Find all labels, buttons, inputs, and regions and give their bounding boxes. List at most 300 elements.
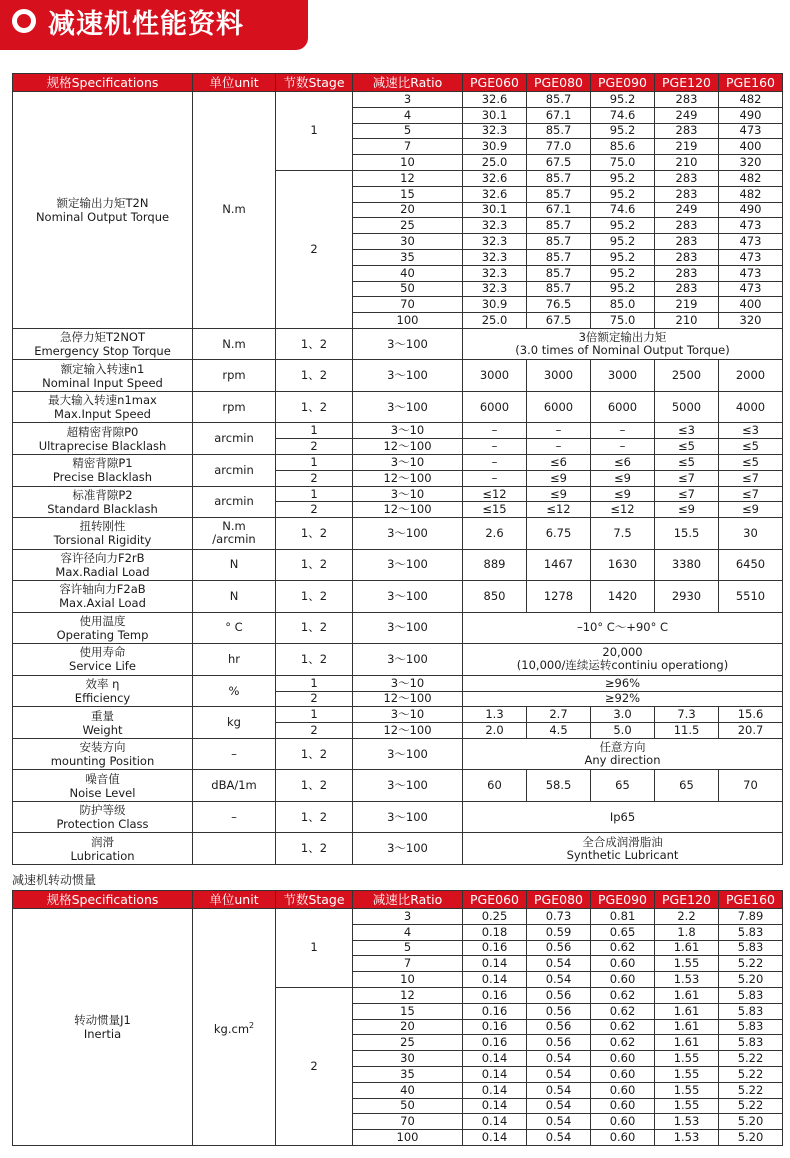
value-cell: 5000	[655, 391, 719, 423]
value-cell: 473	[719, 234, 783, 250]
value-cell: ≤12	[463, 486, 527, 502]
row-label	[13, 518, 193, 550]
value-cell: 32.6	[463, 186, 527, 202]
ratio-cell: 25	[353, 1035, 463, 1051]
value-cell: ≤7	[655, 470, 719, 486]
ratio-cell: 3～10	[353, 486, 463, 502]
table-row	[13, 801, 783, 833]
value-cell: ≤5	[655, 439, 719, 455]
row-label-cn: 容许轴向力F2aB	[59, 582, 146, 597]
value-cell: 0.62	[591, 987, 655, 1003]
value-cell: ≤5	[719, 455, 783, 471]
value-cell: ≤9	[719, 502, 783, 518]
value-cell: 1.53	[655, 972, 719, 988]
value-cell: 283	[655, 218, 719, 234]
value-cell: 2.0	[463, 723, 527, 739]
value-cell: 0.60	[591, 1098, 655, 1114]
ratio-cell: 100	[353, 1130, 463, 1146]
stage-cell: 1、2	[276, 738, 353, 770]
value-cell: 283	[655, 281, 719, 297]
value-cell: 0.73	[527, 909, 591, 925]
table-row	[13, 92, 783, 108]
value-cell: 0.62	[591, 1003, 655, 1019]
row-label	[13, 909, 193, 1146]
row-label	[13, 549, 193, 581]
value-cell: 219	[655, 139, 719, 155]
value-cell: 85.7	[527, 170, 591, 186]
value-cell: ≤3	[719, 423, 783, 439]
header-model: PGE060	[463, 891, 527, 909]
ratio-cell: 20	[353, 1019, 463, 1035]
value-cell: 3000	[463, 360, 527, 392]
value-cell: 7.3	[655, 707, 719, 723]
value-cell: 0.25	[463, 909, 527, 925]
value-cell: 1420	[591, 581, 655, 613]
value-cell: 5.22	[719, 956, 783, 972]
stage-cell: 1	[276, 486, 353, 502]
table-row	[13, 612, 783, 644]
stage-cell: 1、2	[276, 328, 353, 360]
header-model: PGE120	[655, 891, 719, 909]
value-cell: 3380	[655, 549, 719, 581]
value-cell: 283	[655, 170, 719, 186]
row-label	[13, 801, 193, 833]
row-label-en: Weight	[82, 722, 123, 737]
value-cell: 32.3	[463, 265, 527, 281]
row-label	[13, 738, 193, 770]
value-cell: 482	[719, 186, 783, 202]
value-cell: 0.14	[463, 972, 527, 988]
stage-cell: 2	[276, 723, 353, 739]
value-cell: 85.6	[591, 139, 655, 155]
value-cell: 5.22	[719, 1098, 783, 1114]
value-cell: 0.56	[527, 1035, 591, 1051]
ratio-cell: 3～100	[353, 518, 463, 550]
value-cell: 0.54	[527, 1051, 591, 1067]
value-cell: 400	[719, 139, 783, 155]
row-label-cn: 噪音值	[85, 771, 120, 786]
stage-cell: 1	[276, 455, 353, 471]
row-unit: N.m /arcmin	[193, 518, 276, 550]
row-unit: rpm	[193, 360, 276, 392]
value-cell: 283	[655, 92, 719, 108]
span-value-cell: ≥96%	[463, 675, 783, 691]
value-cell: 2000	[719, 360, 783, 392]
row-unit: ° C	[193, 612, 276, 644]
value-cell: 65	[655, 770, 719, 802]
row-label-en: Service Life	[69, 659, 136, 674]
row-label	[13, 675, 193, 707]
ratio-cell: 12～100	[353, 439, 463, 455]
ratio-cell: 3～100	[353, 801, 463, 833]
value-cell: 85.7	[527, 186, 591, 202]
section-banner	[0, 0, 308, 50]
ratio-cell: 3～100	[353, 328, 463, 360]
row-label	[13, 581, 193, 613]
value-cell: 473	[719, 249, 783, 265]
stage-cell: 1	[276, 909, 353, 988]
value-cell: 490	[719, 202, 783, 218]
stage-cell: 2	[276, 691, 353, 707]
unit-text: kg.cm	[213, 1021, 250, 1036]
value-cell: 0.56	[527, 1019, 591, 1035]
ratio-cell: 35	[353, 1066, 463, 1082]
value-cell: 490	[719, 107, 783, 123]
value-cell: 30	[719, 518, 783, 550]
value-cell: 0.62	[591, 1035, 655, 1051]
value-cell: 1278	[527, 581, 591, 613]
value-cell: 1.3	[463, 707, 527, 723]
inertia-table-header	[13, 891, 783, 909]
value-cell: 0.16	[463, 987, 527, 1003]
stage-cell: 2	[276, 987, 353, 1145]
header-stage: 节数Stage	[276, 891, 353, 909]
row-label-cn: 最大输入转速n1max	[48, 393, 157, 408]
value-cell: 75.0	[591, 313, 655, 329]
value-cell: 2.7	[527, 707, 591, 723]
stage-cell: 1、2	[276, 612, 353, 644]
value-cell: 0.54	[527, 972, 591, 988]
ratio-cell: 3～100	[353, 644, 463, 676]
value-cell: 30.9	[463, 139, 527, 155]
value-cell: 0.54	[527, 1114, 591, 1130]
ratio-cell: 50	[353, 1098, 463, 1114]
value-cell: 85.7	[527, 281, 591, 297]
value-cell: 283	[655, 234, 719, 250]
value-cell: 70	[719, 770, 783, 802]
value-cell: 0.81	[591, 909, 655, 925]
ratio-cell: 12～100	[353, 723, 463, 739]
row-label-en: mounting Position	[50, 754, 155, 769]
span-value-cell: Ip65	[463, 801, 783, 833]
table-row	[13, 549, 783, 581]
row-unit: dBA/1m	[193, 770, 276, 802]
stage-cell: 1、2	[276, 644, 353, 676]
value-cell: ≤15	[463, 502, 527, 518]
value-cell: 0.60	[591, 1114, 655, 1130]
header-unit: 单位unit	[193, 891, 276, 909]
circle-icon	[12, 9, 36, 33]
value-cell: 2930	[655, 581, 719, 613]
value-cell: 5510	[719, 581, 783, 613]
value-cell: 1.61	[655, 1003, 719, 1019]
value-cell: 0.65	[591, 924, 655, 940]
row-unit: arcmin	[193, 423, 276, 455]
value-cell: 0.54	[527, 1130, 591, 1146]
value-cell: 74.6	[591, 107, 655, 123]
value-cell: 5.83	[719, 1019, 783, 1035]
value-cell: 85.7	[527, 265, 591, 281]
row-label-en: Nominal Input Speed	[42, 375, 163, 390]
ratio-cell: 3～100	[353, 360, 463, 392]
ratio-cell: 12	[353, 170, 463, 186]
value-cell: 1.61	[655, 1035, 719, 1051]
value-cell: 25.0	[463, 155, 527, 171]
value-cell: 850	[463, 581, 527, 613]
row-label-cn: 重量	[91, 708, 114, 723]
value-cell: 0.56	[527, 1003, 591, 1019]
value-cell: 67.1	[527, 202, 591, 218]
value-cell: 58.5	[527, 770, 591, 802]
value-cell: 32.3	[463, 123, 527, 139]
performance-table-header	[13, 74, 783, 92]
stage-cell: 1、2	[276, 770, 353, 802]
value-cell: 77.0	[527, 139, 591, 155]
inertia-caption: 减速机转动惯量	[12, 873, 97, 887]
value-cell: 0.54	[527, 1066, 591, 1082]
row-label-cn: 润滑	[91, 834, 114, 849]
value-cell: 6000	[591, 391, 655, 423]
value-cell: 1630	[591, 549, 655, 581]
value-cell: 0.62	[591, 940, 655, 956]
row-unit: –	[193, 738, 276, 770]
row-label	[13, 455, 193, 487]
row-label-cn: 额定输出力矩T2N	[56, 195, 149, 210]
header-row	[13, 891, 783, 909]
value-cell: 76.5	[527, 297, 591, 313]
value-cell: 5.83	[719, 924, 783, 940]
row-label-en: Lubrication	[70, 848, 135, 863]
ratio-cell: 5	[353, 123, 463, 139]
value-cell: 95.2	[591, 218, 655, 234]
ratio-cell: 4	[353, 924, 463, 940]
value-cell: 0.14	[463, 1082, 527, 1098]
ratio-cell: 40	[353, 1082, 463, 1098]
value-cell: 67.5	[527, 155, 591, 171]
value-cell: 67.5	[527, 313, 591, 329]
row-unit: arcmin	[193, 455, 276, 487]
value-cell: 0.54	[527, 1082, 591, 1098]
ratio-cell: 3～100	[353, 391, 463, 423]
span-value-cell: –10° C～+90° C	[463, 612, 783, 644]
value-cell: 1.61	[655, 987, 719, 1003]
table-row	[13, 455, 783, 471]
value-cell: 20.7	[719, 723, 783, 739]
value-cell: 0.60	[591, 956, 655, 972]
value-cell: 85.7	[527, 234, 591, 250]
value-cell: 32.6	[463, 170, 527, 186]
value-cell: 95.2	[591, 170, 655, 186]
value-cell: 1.55	[655, 956, 719, 972]
value-cell: 3000	[591, 360, 655, 392]
value-cell: 210	[655, 313, 719, 329]
value-cell: 5.22	[719, 1082, 783, 1098]
stage-cell: 2	[276, 439, 353, 455]
row-label-cn: 急停力矩T2NOT	[59, 330, 146, 345]
row-label-cn: 额定输入转速n1	[60, 361, 145, 376]
value-cell: 1.61	[655, 1019, 719, 1035]
table-row	[13, 738, 783, 770]
value-cell: 3.0	[591, 707, 655, 723]
ratio-cell: 12～100	[353, 470, 463, 486]
table-row	[13, 833, 783, 865]
row-unit: N	[193, 549, 276, 581]
value-cell: 473	[719, 218, 783, 234]
ratio-cell: 15	[353, 1003, 463, 1019]
span-value-cell: 任意方向 Any direction	[463, 738, 783, 770]
row-label	[13, 833, 193, 865]
value-cell: 5.22	[719, 1066, 783, 1082]
value-cell: ≤9	[655, 502, 719, 518]
row-label-en: Max.Input Speed	[54, 407, 151, 422]
row-unit	[193, 92, 276, 329]
header-stage: 节数Stage	[276, 74, 353, 92]
header-model: PGE090	[591, 74, 655, 92]
stage-cell: 2	[276, 502, 353, 518]
row-unit: arcmin	[193, 486, 276, 518]
value-cell: 1.8	[655, 924, 719, 940]
row-unit: rpm	[193, 391, 276, 423]
value-cell: 95.2	[591, 265, 655, 281]
value-cell: 1.55	[655, 1066, 719, 1082]
stage-cell: 1	[276, 92, 353, 171]
value-cell: 30.9	[463, 297, 527, 313]
ratio-cell: 3～100	[353, 770, 463, 802]
value-cell: 0.14	[463, 1130, 527, 1146]
value-cell: 1.55	[655, 1082, 719, 1098]
ratio-cell: 25	[353, 218, 463, 234]
stage-cell: 1、2	[276, 360, 353, 392]
value-cell: 0.62	[591, 1019, 655, 1035]
inertia-table	[12, 890, 783, 1146]
value-cell: 0.60	[591, 1051, 655, 1067]
value-cell: 0.14	[463, 956, 527, 972]
value-cell: 0.56	[527, 987, 591, 1003]
row-label-cn: 使用寿命	[79, 645, 126, 660]
ratio-cell: 3～100	[353, 549, 463, 581]
value-cell: 0.60	[591, 1130, 655, 1146]
row-label	[13, 328, 193, 360]
table-row	[13, 360, 783, 392]
value-cell: 32.3	[463, 281, 527, 297]
value-cell: 0.54	[527, 1098, 591, 1114]
value-cell: 0.14	[463, 1098, 527, 1114]
row-label-cn: 效率 η	[85, 677, 120, 692]
value-cell: 85.7	[527, 123, 591, 139]
value-cell: ≤6	[591, 455, 655, 471]
row-unit: N	[193, 581, 276, 613]
value-cell: 95.2	[591, 249, 655, 265]
value-cell: 95.2	[591, 234, 655, 250]
span-value-cell: 全合成润滑脂油 Synthetic Lubricant	[463, 833, 783, 865]
row-label	[13, 770, 193, 802]
performance-table	[12, 73, 783, 865]
row-label	[13, 92, 193, 329]
stage-cell: 1、2	[276, 391, 353, 423]
ratio-cell: 15	[353, 186, 463, 202]
value-cell: 0.14	[463, 1114, 527, 1130]
ratio-cell: 3～10	[353, 455, 463, 471]
value-cell: 0.60	[591, 1066, 655, 1082]
value-cell: ≤12	[527, 502, 591, 518]
stage-cell: 1、2	[276, 833, 353, 865]
header-model: PGE060	[463, 74, 527, 92]
stage-cell: 1	[276, 675, 353, 691]
table-row	[13, 675, 783, 691]
row-label-en: Max.Axial Load	[59, 596, 146, 611]
value-cell: 6000	[463, 391, 527, 423]
value-cell: 95.2	[591, 186, 655, 202]
row-unit: N.m	[193, 328, 276, 360]
value-cell: 5.0	[591, 723, 655, 739]
value-cell: –	[463, 470, 527, 486]
value-cell: –	[527, 439, 591, 455]
value-cell: 2.6	[463, 518, 527, 550]
table-row	[13, 423, 783, 439]
ratio-cell: 70	[353, 1114, 463, 1130]
ratio-cell: 12～100	[353, 502, 463, 518]
header-model: PGE160	[719, 891, 783, 909]
value-cell: 5.20	[719, 1114, 783, 1130]
value-cell: 1.55	[655, 1051, 719, 1067]
value-cell: 5.83	[719, 1035, 783, 1051]
value-cell: –	[463, 439, 527, 455]
ratio-cell: 5	[353, 940, 463, 956]
value-cell: 283	[655, 186, 719, 202]
value-cell: 400	[719, 297, 783, 313]
value-cell: 473	[719, 265, 783, 281]
value-cell: 85.7	[527, 92, 591, 108]
row-label	[13, 644, 193, 676]
unit-superscript: 2	[249, 1020, 255, 1030]
header-row	[13, 74, 783, 92]
value-cell: –	[591, 423, 655, 439]
row-label	[13, 707, 193, 739]
row-label-cn: 扭转刚性	[79, 519, 126, 534]
value-cell: 6000	[527, 391, 591, 423]
header-ratio: 减速比Ratio	[353, 74, 463, 92]
value-cell: 95.2	[591, 92, 655, 108]
value-cell: 4000	[719, 391, 783, 423]
value-cell: 473	[719, 281, 783, 297]
row-label-en: Max.Radial Load	[55, 564, 150, 579]
row-label-en: Operating Temp	[56, 627, 149, 642]
value-cell: ≤5	[719, 439, 783, 455]
value-cell: 74.6	[591, 202, 655, 218]
value-cell: 482	[719, 170, 783, 186]
value-cell: ≤7	[719, 470, 783, 486]
value-cell: 210	[655, 155, 719, 171]
header-model: PGE080	[527, 74, 591, 92]
value-cell: –	[527, 423, 591, 439]
ratio-cell: 40	[353, 265, 463, 281]
value-cell: 6450	[719, 549, 783, 581]
stage-cell: 1、2	[276, 549, 353, 581]
value-cell: ≤5	[655, 455, 719, 471]
ratio-cell: 3～100	[353, 738, 463, 770]
value-cell: 1.53	[655, 1130, 719, 1146]
value-cell: 3000	[527, 360, 591, 392]
ratio-cell: 100	[353, 313, 463, 329]
value-cell: ≤7	[719, 486, 783, 502]
unit-text: N.m	[222, 202, 246, 217]
value-cell: 320	[719, 313, 783, 329]
row-unit: –	[193, 801, 276, 833]
header-unit: 单位unit	[193, 74, 276, 92]
value-cell: 473	[719, 123, 783, 139]
stage-cell: 1、2	[276, 581, 353, 613]
row-label-en: Nominal Output Torque	[35, 209, 170, 224]
ratio-cell: 50	[353, 281, 463, 297]
row-unit	[193, 909, 276, 1146]
value-cell: 0.60	[591, 972, 655, 988]
value-cell: 5.20	[719, 1130, 783, 1146]
value-cell: –	[591, 439, 655, 455]
value-cell: 30.1	[463, 202, 527, 218]
value-cell: 15.5	[655, 518, 719, 550]
value-cell: 5.22	[719, 1051, 783, 1067]
value-cell: 32.6	[463, 92, 527, 108]
